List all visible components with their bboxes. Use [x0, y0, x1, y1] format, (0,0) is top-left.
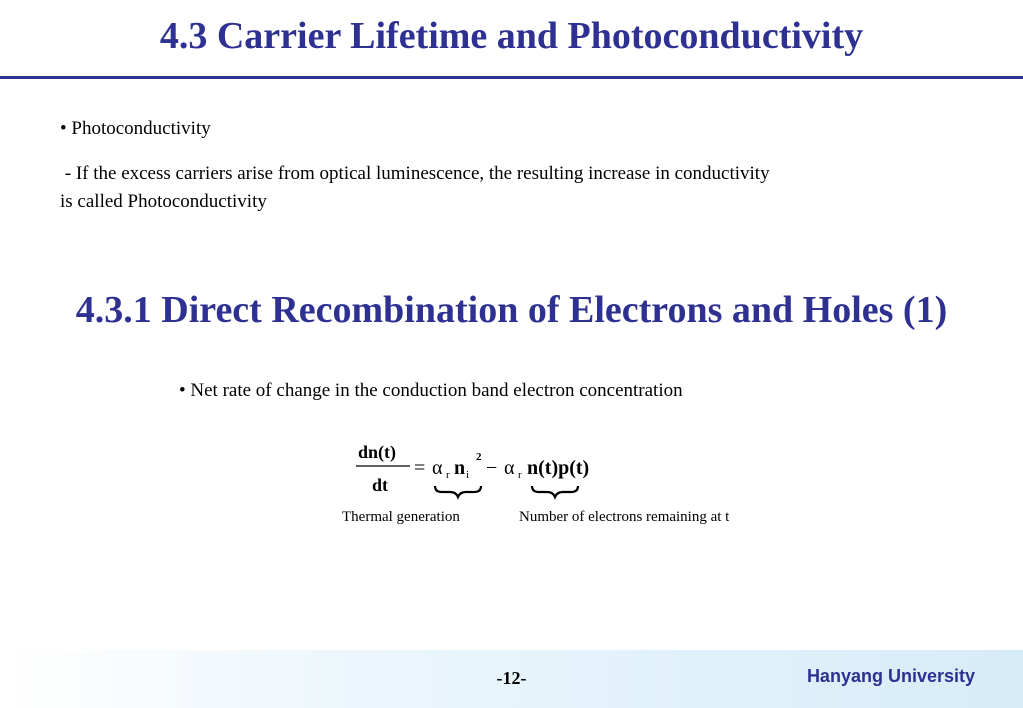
section-subtitle: 4.3.1 Direct Recombination of Electrons and Holes (1) [75, 289, 948, 331]
bullet-net-rate: • Net rate of change in the conduction band electron concentration [179, 380, 683, 401]
label-electrons-remaining: Number of electrons remaining at t [519, 509, 730, 525]
eq-n: n [454, 457, 466, 479]
eq-denominator: dt [372, 475, 389, 495]
eq-sub-r: r [446, 469, 450, 481]
eq-sub-i: i [466, 469, 470, 481]
title-underline [0, 76, 1023, 79]
eq-term2: n(t)p(t) [527, 457, 590, 479]
definition-line-2: is called Photoconductivity [60, 191, 267, 212]
label-thermal-generation: Thermal generation [342, 509, 460, 525]
underbrace-remaining [532, 486, 578, 497]
eq-alpha: α [432, 457, 443, 479]
eq-equals: = [414, 457, 426, 479]
slide-title: 4.3 Carrier Lifetime and Photoconductivity [159, 15, 864, 57]
underbrace-thermal [435, 486, 481, 497]
eq-alpha-2: α [504, 457, 515, 479]
definition-line-1: - If the excess carriers arise from optical luminescence, the resulting increase in conductivity [60, 163, 770, 184]
eq-numerator: dn(t) [358, 442, 397, 462]
eq-sub-r-2: r [518, 469, 522, 481]
rate-equation [340, 436, 660, 506]
page-number: -12- [496, 668, 527, 688]
eq-sup-2: 2 [476, 451, 482, 463]
bullet-photoconductivity: • Photoconductivity [60, 118, 211, 139]
eq-minus: − [486, 457, 498, 479]
definition-paragraph [60, 160, 960, 216]
university-name: Hanyang University [806, 666, 975, 686]
